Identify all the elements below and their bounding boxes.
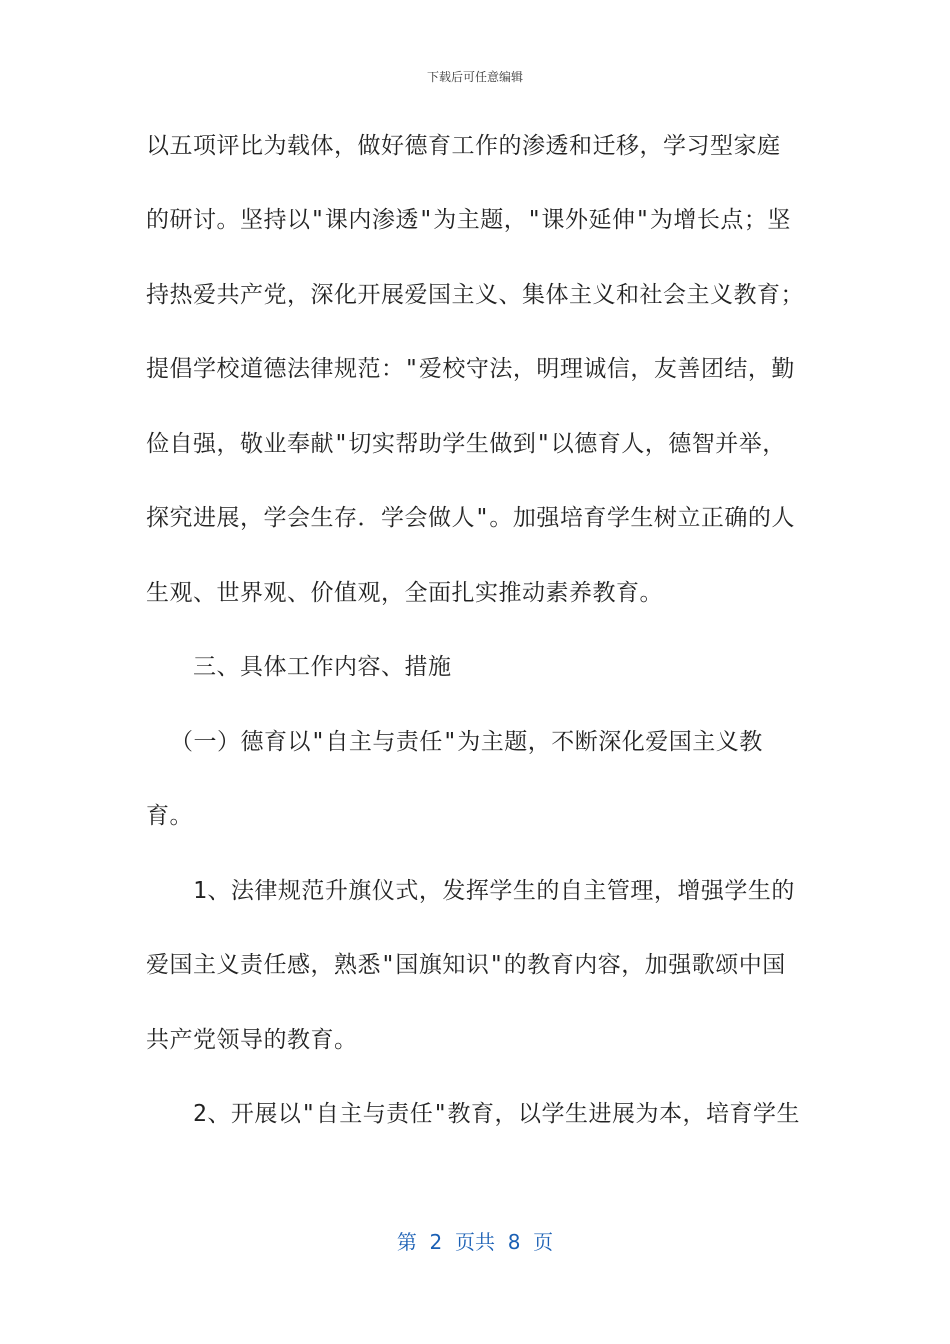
page-footer: [0, 1226, 950, 1255]
footer-prefix: 第: [396, 1230, 417, 1254]
text-line: 共产党领导的教育。: [146, 1027, 358, 1053]
text-line: 持热爱共产党，深化开展爱国主义、集体主义和社会主义教育；: [146, 282, 804, 308]
section-heading: 三、具体工作内容、措施: [193, 654, 452, 680]
text-line: 以五项评比为载体，做好德育工作的渗透和迁移，学习型家庭: [146, 133, 781, 159]
subsection-heading: （一）德育以"自主与责任"为主题，不断深化爱国主义教: [170, 729, 763, 755]
text-line: 生观、世界观、价值观，全面扎实推动素养教育。: [146, 580, 663, 606]
footer-current-page: 2: [429, 1230, 443, 1254]
footer-middle: 页共: [455, 1230, 495, 1254]
text-line: 爱国主义责任感，熟悉"国旗知识"的教育内容，加强歌颂中国: [146, 952, 786, 978]
list-item-1: 1、法律规范升旗仪式，发挥学生的自主管理，增强学生的: [193, 878, 795, 904]
text-line: 探究进展，学会生存．学会做人"。加强培育学生树立正确的人: [146, 505, 795, 531]
text-line: 的研讨。坚持以"课内渗透"为主题，"课外延伸"为增长点；坚: [146, 207, 791, 233]
list-item-2: 2、开展以"自主与责任"教育，以学生进展为本，培育学生: [193, 1101, 801, 1127]
page-header: 下载后可任意编辑: [426, 70, 523, 84]
text-line: 育。: [146, 803, 193, 829]
footer-total-pages: 8: [507, 1230, 521, 1254]
footer-suffix: 页: [533, 1230, 554, 1254]
text-line: 俭自强，敬业奉献"切实帮助学生做到"以德育人，德智并举，: [146, 431, 786, 457]
text-line: 提倡学校道德法律规范："爱校守法，明理诚信，友善团结，勤: [146, 356, 795, 382]
